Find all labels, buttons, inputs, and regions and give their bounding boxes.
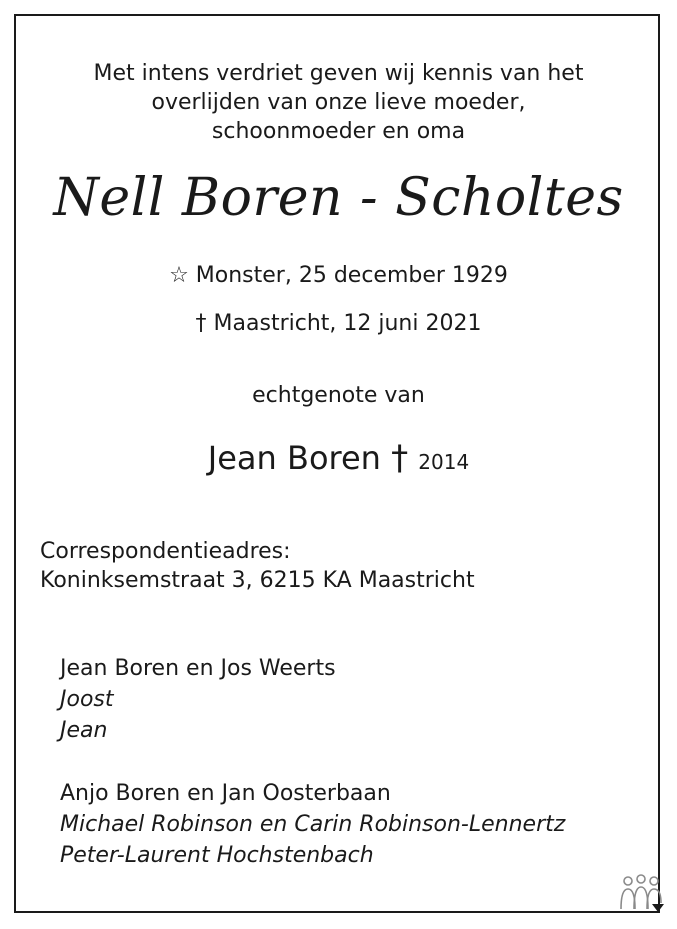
- address-label: Correspondentieadres:: [40, 539, 291, 564]
- spouse-line: [0, 438, 677, 478]
- intro-text: [0, 59, 677, 146]
- death-line: [0, 311, 677, 336]
- family-group: [60, 778, 565, 871]
- family-people-icon: [618, 873, 664, 913]
- family-member-line: Anjo Boren en Jan Oosterbaan: [60, 781, 391, 806]
- family-member-line: Michael Robinson en Carin Robinson-Lennertz: [60, 812, 566, 837]
- intro-line: overlijden van onze lieve moeder,: [151, 90, 526, 115]
- birth-line: [0, 263, 677, 288]
- family-member-line: Jean: [60, 718, 108, 743]
- deceased-name: Nell Boren - Scholtes: [53, 168, 624, 228]
- star-icon: ☆: [169, 263, 189, 288]
- address-line: Koninksemstraat 3, 6215 KA Maastricht: [40, 568, 475, 593]
- family-member-line: Peter-Laurent Hochstenbach: [60, 843, 374, 868]
- correspondence-address: [40, 537, 475, 595]
- family-member-line: Jean Boren en Jos Weerts: [60, 656, 336, 681]
- intro-line: Met intens verdriet geven wij kennis van het: [93, 61, 584, 86]
- spouse-death-year: 2014: [418, 450, 470, 474]
- intro-line: schoonmoeder en oma: [211, 119, 466, 144]
- cross-icon: †: [391, 438, 409, 478]
- spouse-name: Jean Boren: [207, 439, 381, 477]
- triangle-marker-icon: [652, 904, 664, 912]
- death-text: Maastricht, 12 juni 2021: [213, 311, 482, 336]
- spouse-label: echtgenote van: [252, 383, 425, 408]
- birth-text: Monster, 25 december 1929: [195, 263, 508, 288]
- family-group: [60, 653, 336, 746]
- cross-icon: †: [195, 311, 207, 336]
- family-member-line: Joost: [60, 687, 114, 712]
